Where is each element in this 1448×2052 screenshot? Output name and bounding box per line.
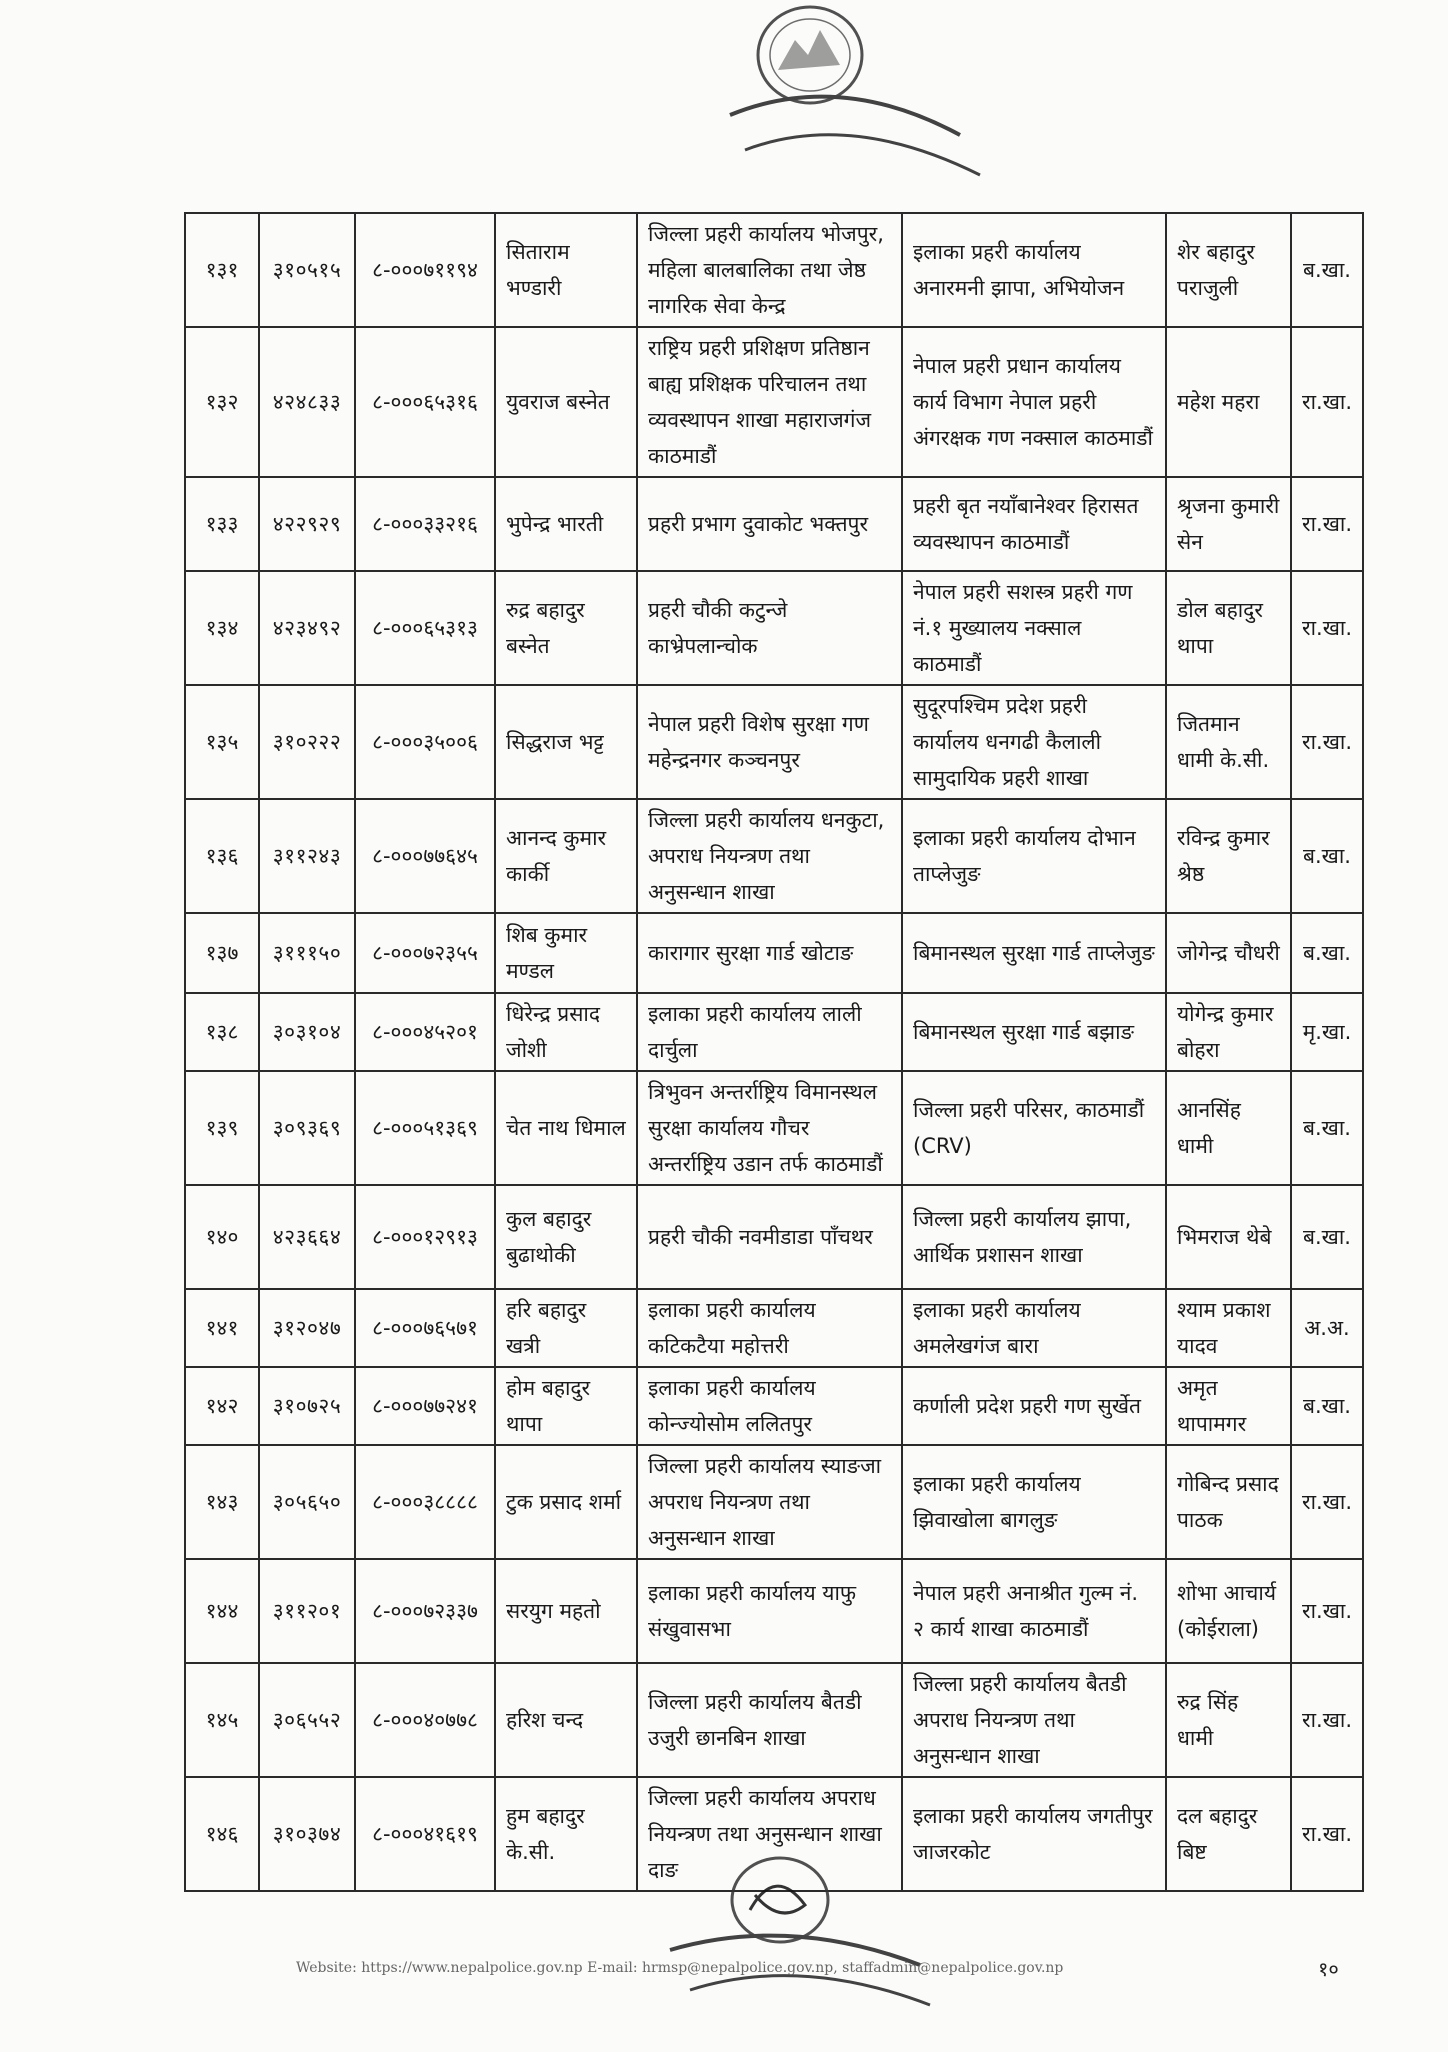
table-row — [185, 799, 1363, 913]
remark-cell: रा.खा. — [1291, 571, 1363, 685]
transfer-office-cell: बिमानस्थल सुरक्षा गार्ड बझाङ — [902, 993, 1166, 1071]
employee-name-cell: रुद्र बहादुर बस्नेत — [495, 571, 637, 685]
current-office-cell: राष्ट्रिय प्रहरी प्रशिक्षण प्रतिष्ठान बाह्य प्रशिक्षक परिचालन तथा व्यवस्थापन शाखा महाराजगंज काठमाडौं — [637, 327, 902, 477]
employee-name-cell: हरिश चन्द — [495, 1663, 637, 1777]
employee-name-cell: चेत नाथ धिमाल — [495, 1071, 637, 1185]
current-office-cell: नेपाल प्रहरी विशेष सुरक्षा गण महेन्द्रनगर कञ्चनपुर — [637, 685, 902, 799]
employee-code-cell: ८-०००७११९४ — [355, 213, 495, 327]
employee-code-cell: ८-०००१२९१३ — [355, 1185, 495, 1289]
police-number-cell: ३१०५१५ — [259, 213, 355, 327]
seal-emblem-icon — [660, 0, 1020, 215]
table-row — [185, 685, 1363, 799]
table-row — [185, 1071, 1363, 1185]
transfer-office-cell: नेपाल प्रहरी प्रधान कार्यालय कार्य विभाग नेपाल प्रहरी अंगरक्षक गण नक्साल काठमाडौं — [902, 327, 1166, 477]
police-number-cell: ४२२९२९ — [259, 477, 355, 571]
table-row — [185, 1367, 1363, 1445]
approver-name-cell: भिमराज थेबे — [1166, 1185, 1291, 1289]
serial-number-cell: १३१ — [185, 213, 259, 327]
employee-code-cell: ८-०००७२३५५ — [355, 913, 495, 993]
serial-number-cell: १४५ — [185, 1663, 259, 1777]
approver-name-cell: योगेन्द्र कुमार बोहरा — [1166, 993, 1291, 1071]
approver-name-cell: डोल बहादुर थापा — [1166, 571, 1291, 685]
police-number-cell: ३०३१०४ — [259, 993, 355, 1071]
approver-name-cell: शेर बहादुर पराजुली — [1166, 213, 1291, 327]
current-office-cell: जिल्ला प्रहरी कार्यालय अपराध नियन्त्रण तथा अनुसन्धान शाखा दाङ — [637, 1777, 902, 1891]
remark-cell: ब.खा. — [1291, 913, 1363, 993]
employee-code-cell: ८-०००३८८८८ — [355, 1445, 495, 1559]
table-row — [185, 477, 1363, 571]
approver-name-cell: जितमान धामी के.सी. — [1166, 685, 1291, 799]
current-office-cell: इलाका प्रहरी कार्यालय याफु संखुवासभा — [637, 1559, 902, 1663]
police-number-cell: ३०६५५२ — [259, 1663, 355, 1777]
current-office-cell: इलाका प्रहरी कार्यालय कोन्ज्योसोम ललितपुर — [637, 1367, 902, 1445]
serial-number-cell: १४१ — [185, 1289, 259, 1367]
employee-name-cell: सिताराम भण्डारी — [495, 213, 637, 327]
table-row — [185, 571, 1363, 685]
approver-name-cell: श्याम प्रकाश यादव — [1166, 1289, 1291, 1367]
table-row — [185, 1445, 1363, 1559]
serial-number-cell: १३३ — [185, 477, 259, 571]
transfer-office-cell: इलाका प्रहरी कार्यालय दोभान ताप्लेजुङ — [902, 799, 1166, 913]
employee-name-cell: होम बहादुर थापा — [495, 1367, 637, 1445]
footer-contact: Website: https://www.nepalpolice.gov.np E-mail: hrmsp@nepalpolice.gov.np, staffadmin@nepalpolice.gov.np — [296, 1960, 1064, 1976]
police-number-cell: ३१०७२५ — [259, 1367, 355, 1445]
approver-name-cell: आनसिंह धामी — [1166, 1071, 1291, 1185]
current-office-cell: प्रहरी प्रभाग दुवाकोट भक्तपुर — [637, 477, 902, 571]
transfer-office-cell: बिमानस्थल सुरक्षा गार्ड ताप्लेजुङ — [902, 913, 1166, 993]
remark-cell: ब.खा. — [1291, 213, 1363, 327]
remark-cell: ब.खा. — [1291, 1071, 1363, 1185]
police-number-cell: ३१११५० — [259, 913, 355, 993]
current-office-cell: प्रहरी चौकी नवमीडाडा पाँचथर — [637, 1185, 902, 1289]
serial-number-cell: १३७ — [185, 913, 259, 993]
table-row — [185, 213, 1363, 327]
employee-code-cell: ८-०००३५००६ — [355, 685, 495, 799]
transfer-table — [184, 212, 1364, 1892]
approver-name-cell: रुद्र सिंह धामी — [1166, 1663, 1291, 1777]
remark-cell: रा.खा. — [1291, 1663, 1363, 1777]
current-office-cell: इलाका प्रहरी कार्यालय कटिकटैया महोत्तरी — [637, 1289, 902, 1367]
serial-number-cell: १३६ — [185, 799, 259, 913]
approver-name-cell: जोगेन्द्र चौधरी — [1166, 913, 1291, 993]
approver-name-cell: श्रृजना कुमारी सेन — [1166, 477, 1291, 571]
approver-name-cell: गोबिन्द प्रसाद पाठक — [1166, 1445, 1291, 1559]
table-row — [185, 1289, 1363, 1367]
current-office-cell: कारागार सुरक्षा गार्ड खोटाङ — [637, 913, 902, 993]
transfer-office-cell: प्रहरी बृत नयाँबानेश्वर हिरासत व्यवस्थापन काठमाडौं — [902, 477, 1166, 571]
police-number-cell: ४२३६६४ — [259, 1185, 355, 1289]
current-office-cell: जिल्ला प्रहरी कार्यालय भोजपुर, महिला बालबालिका तथा जेष्ठ नागरिक सेवा केन्द्र — [637, 213, 902, 327]
approver-name-cell: शोभा आचार्य (कोईराला) — [1166, 1559, 1291, 1663]
employee-name-cell: हरि बहादुर खत्री — [495, 1289, 637, 1367]
employee-name-cell: युवराज बस्नेत — [495, 327, 637, 477]
employee-name-cell: हुम बहादुर के.सी. — [495, 1777, 637, 1891]
employee-code-cell: ८-०००३३२१६ — [355, 477, 495, 571]
serial-number-cell: १३२ — [185, 327, 259, 477]
police-number-cell: ४२३४९२ — [259, 571, 355, 685]
transfer-office-cell: जिल्ला प्रहरी परिसर, काठमाडौं (CRV) — [902, 1071, 1166, 1185]
page-number: १० — [1318, 1957, 1339, 1981]
transfer-office-cell: नेपाल प्रहरी सशस्त्र प्रहरी गण नं.१ मुख्यालय नक्साल काठमाडौं — [902, 571, 1166, 685]
employee-name-cell: धिरेन्द्र प्रसाद जोशी — [495, 993, 637, 1071]
employee-code-cell: ८-०००५१३६९ — [355, 1071, 495, 1185]
remark-cell: ब.खा. — [1291, 1185, 1363, 1289]
employee-code-cell: ८-०००७७६४५ — [355, 799, 495, 913]
employee-name-cell: भुपेन्द्र भारती — [495, 477, 637, 571]
table-row — [185, 1559, 1363, 1663]
remark-cell: रा.खा. — [1291, 327, 1363, 477]
police-number-cell: ३११२०१ — [259, 1559, 355, 1663]
police-number-cell: ४२४८३३ — [259, 327, 355, 477]
current-office-cell: इलाका प्रहरी कार्यालय लाली दार्चुला — [637, 993, 902, 1071]
employee-name-cell: आनन्द कुमार कार्की — [495, 799, 637, 913]
employee-code-cell: ८-०००६५३१६ — [355, 327, 495, 477]
serial-number-cell: १४६ — [185, 1777, 259, 1891]
serial-number-cell: १४० — [185, 1185, 259, 1289]
police-number-cell: ३०५६५० — [259, 1445, 355, 1559]
current-office-cell: प्रहरी चौकी कटुन्जे काभ्रेपलान्चोक — [637, 571, 902, 685]
police-number-cell: ३११२४३ — [259, 799, 355, 913]
current-office-cell: जिल्ला प्रहरी कार्यालय बैतडी उजुरी छानबिन शाखा — [637, 1663, 902, 1777]
employee-code-cell: ८-०००४१६१९ — [355, 1777, 495, 1891]
approver-name-cell: रविन्द्र कुमार श्रेष्ठ — [1166, 799, 1291, 913]
remark-cell: रा.खा. — [1291, 1777, 1363, 1891]
table-row — [185, 1663, 1363, 1777]
serial-number-cell: १४२ — [185, 1367, 259, 1445]
police-number-cell: ३०९३६९ — [259, 1071, 355, 1185]
serial-number-cell: १४४ — [185, 1559, 259, 1663]
remark-cell: ब.खा. — [1291, 1367, 1363, 1445]
employee-code-cell: ८-०००६५३१३ — [355, 571, 495, 685]
transfer-office-cell: इलाका प्रहरी कार्यालय अनारमनी झापा, अभियोजन — [902, 213, 1166, 327]
serial-number-cell: १३९ — [185, 1071, 259, 1185]
current-office-cell: जिल्ला प्रहरी कार्यालय धनकुटा, अपराध नियन्त्रण तथा अनुसन्धान शाखा — [637, 799, 902, 913]
table-row — [185, 327, 1363, 477]
employee-code-cell: ८-०००७२३३७ — [355, 1559, 495, 1663]
table-row — [185, 993, 1363, 1071]
remark-cell: अ.अ. — [1291, 1289, 1363, 1367]
current-office-cell: जिल्ला प्रहरी कार्यालय स्याङजा अपराध नियन्त्रण तथा अनुसन्धान शाखा — [637, 1445, 902, 1559]
police-number-cell: ३१०२२२ — [259, 685, 355, 799]
employee-name-cell: सरयुग महतो — [495, 1559, 637, 1663]
employee-name-cell: टुक प्रसाद शर्मा — [495, 1445, 637, 1559]
transfer-office-cell: इलाका प्रहरी कार्यालय झिवाखोला बागलुङ — [902, 1445, 1166, 1559]
remark-cell: रा.खा. — [1291, 685, 1363, 799]
remark-cell: मृ.खा. — [1291, 993, 1363, 1071]
office-seal-top — [660, 0, 1020, 215]
remark-cell: रा.खा. — [1291, 1445, 1363, 1559]
remark-cell: रा.खा. — [1291, 477, 1363, 571]
employee-name-cell: शिब कुमार मण्डल — [495, 913, 637, 993]
serial-number-cell: १३५ — [185, 685, 259, 799]
current-office-cell: त्रिभुवन अन्तर्राष्ट्रिय विमानस्थल सुरक्षा कार्यालय गौचर अन्तर्राष्ट्रिय उडान तर्फ काठमाडौं — [637, 1071, 902, 1185]
table-row — [185, 913, 1363, 993]
employee-name-cell: कुल बहादुर बुढाथोकी — [495, 1185, 637, 1289]
approver-name-cell: दल बहादुर बिष्ट — [1166, 1777, 1291, 1891]
serial-number-cell: १३४ — [185, 571, 259, 685]
approver-name-cell: अमृत थापामगर — [1166, 1367, 1291, 1445]
transfer-office-cell: कर्णाली प्रदेश प्रहरी गण सुर्खेत — [902, 1367, 1166, 1445]
police-number-cell: ३१०३७४ — [259, 1777, 355, 1891]
transfer-office-cell: जिल्ला प्रहरी कार्यालय झापा, आर्थिक प्रशासन शाखा — [902, 1185, 1166, 1289]
employee-name-cell: सिद्धराज भट्ट — [495, 685, 637, 799]
police-number-cell: ३१२०४७ — [259, 1289, 355, 1367]
office-seal-bottom — [630, 1855, 960, 2048]
approver-name-cell: महेश महरा — [1166, 327, 1291, 477]
employee-code-cell: ८-०००७७२४१ — [355, 1367, 495, 1445]
employee-code-cell: ८-०००४५२०१ — [355, 993, 495, 1071]
seal-signature-icon — [630, 1855, 960, 2048]
transfer-office-cell: सुदूरपश्चिम प्रदेश प्रहरी कार्यालय धनगढी कैलाली सामुदायिक प्रहरी शाखा — [902, 685, 1166, 799]
transfer-office-cell: नेपाल प्रहरी अनाश्रीत गुल्म नं. २ कार्य शाखा काठमाडौं — [902, 1559, 1166, 1663]
transfer-office-cell: इलाका प्रहरी कार्यालय अमलेखगंज बारा — [902, 1289, 1166, 1367]
remark-cell: रा.खा. — [1291, 1559, 1363, 1663]
serial-number-cell: १३८ — [185, 993, 259, 1071]
transfer-office-cell: जिल्ला प्रहरी कार्यालय बैतडी अपराध नियन्त्रण तथा अनुसन्धान शाखा — [902, 1663, 1166, 1777]
transfer-office-cell: इलाका प्रहरी कार्यालय जगतीपुर जाजरकोट — [902, 1777, 1166, 1891]
table-row — [185, 1185, 1363, 1289]
employee-code-cell: ८-०००७६५७१ — [355, 1289, 495, 1367]
serial-number-cell: १४३ — [185, 1445, 259, 1559]
remark-cell: ब.खा. — [1291, 799, 1363, 913]
employee-code-cell: ८-०००४०७७८ — [355, 1663, 495, 1777]
